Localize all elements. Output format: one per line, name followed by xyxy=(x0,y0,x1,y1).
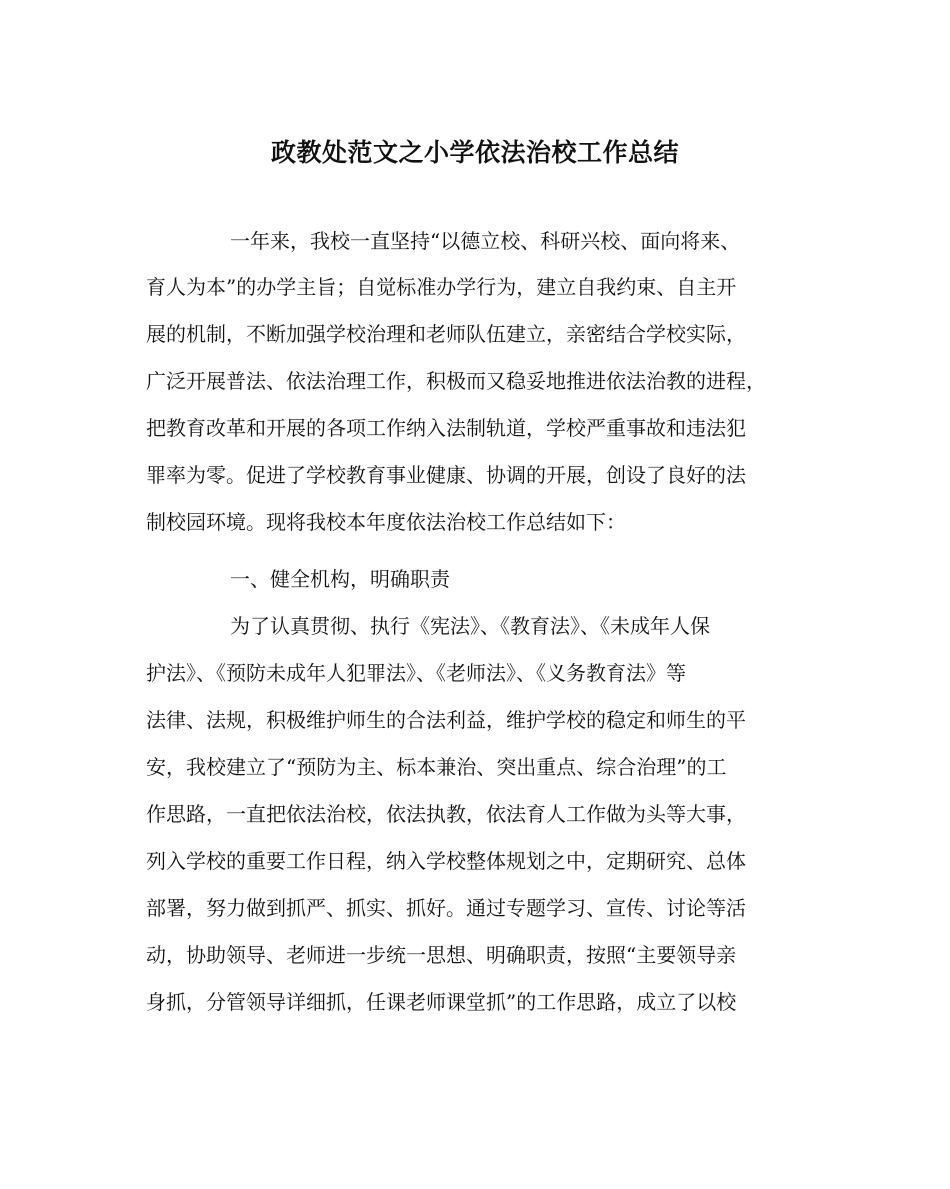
paragraph-line: 法律、法规，积极维护师生的合法利益，维护学校的稳定和师生的平 xyxy=(146,708,746,732)
paragraph-line: 广泛开展普法、依法治理工作，积极而又稳妥地推进依法治教的进程， xyxy=(146,369,766,393)
paragraph-line: 安，我校建立了“预防为主、标本兼治、突出重点、综合治理”的工 xyxy=(146,755,727,779)
paragraph-line: 护法》、《预防未成年人犯罪法》、《老师法》、《义务教育法》等 xyxy=(146,661,686,685)
paragraph-line: 身抓，分管领导详细抓，任课老师课堂抓”的工作思路，成立了以校 xyxy=(146,990,737,1014)
paragraph-line: 展的机制，不断加强学校治理和老师队伍建立，亲密结合学校实际， xyxy=(146,322,746,346)
paragraph-line: 动，协助领导、老师进一步统一思想、明确职责，按照“主要领导亲 xyxy=(146,943,737,967)
paragraph-line: 作思路，一直把依法治校，依法执教，依法育人工作做为头等大事， xyxy=(146,802,746,826)
paragraph-line: 育人为本”的办学主旨；自觉标准办学行为，建立自我约束、自主开 xyxy=(146,275,737,299)
document-title: 政教处范文之小学依法治校工作总结 xyxy=(270,138,679,167)
paragraph-line: 罪率为零。促进了学校教育事业健康、协调的开展，创设了良好的法 xyxy=(146,463,746,487)
paragraph-line: 把教育改革和开展的各项工作纳入法制轨道，学校严重事故和违法犯 xyxy=(146,416,746,440)
paragraph-line: 为了认真贯彻、执行《宪法》、《教育法》、《未成年人保 xyxy=(230,614,710,638)
paragraph-line: 列入学校的重要工作日程，纳入学校整体规划之中，定期研究、总体 xyxy=(146,849,746,873)
section-heading: 一、健全机构，明确职责 xyxy=(230,567,450,591)
paragraph-line: 一年来，我校一直坚持“以德立校、科研兴校、面向将来、 xyxy=(230,229,741,253)
paragraph-line: 部署，努力做到抓严、抓实、抓好。通过专题学习、宣传、讨论等活 xyxy=(146,896,746,920)
paragraph-line: 制校园环境。现将我校本年度依法治校工作总结如下： xyxy=(146,510,626,534)
